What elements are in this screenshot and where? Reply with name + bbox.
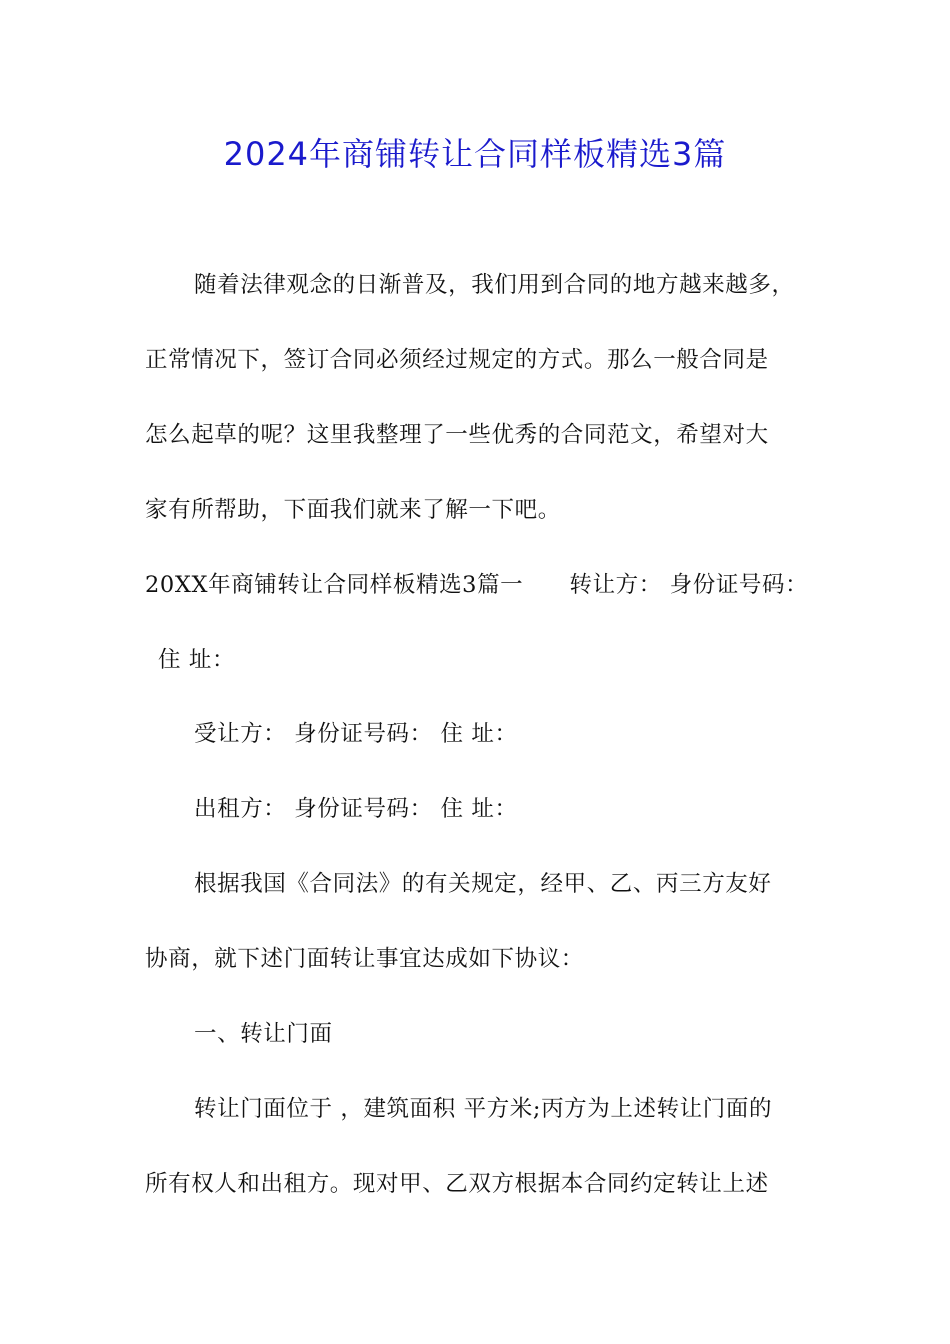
paragraph-line: 协商，就下述门面转让事宜达成如下协议：	[145, 946, 584, 972]
document-title: 2024年商铺转让合同样板精选3篇	[223, 135, 727, 173]
paragraph-line: 所有权人和出租方。现对甲、乙双方根据本合同约定转让上述	[145, 1171, 769, 1197]
paragraph-line: 转让门面位于 ，建筑面积 平方米;丙方为上述转让门面的	[194, 1096, 773, 1122]
section-heading: 一、转让门面	[194, 1021, 333, 1047]
paragraph-line: 根据我国《合同法》的有关规定，经甲、乙、丙三方友好	[194, 871, 772, 897]
paragraph-line: 正常情况下，签订合同必须经过规定的方式。那么一般合同是	[145, 347, 769, 373]
paragraph-line: 怎么起草的呢？这里我整理了一些优秀的合同范文，希望对大	[145, 422, 769, 448]
paragraph-line: 出租方： 身份证号码： 住 址：	[194, 796, 518, 822]
paragraph-line: 随着法律观念的日渐普及，我们用到合同的地方越来越多，	[194, 272, 795, 298]
paragraph-line: 受让方： 身份证号码： 住 址：	[194, 721, 518, 747]
paragraph-line: 住 址：	[158, 647, 236, 673]
paragraph-line: 家有所帮助，下面我们就来了解一下吧。	[145, 497, 561, 523]
paragraph-line: 20XX年商铺转让合同样板精选3篇一 转让方： 身份证号码：	[145, 572, 809, 598]
